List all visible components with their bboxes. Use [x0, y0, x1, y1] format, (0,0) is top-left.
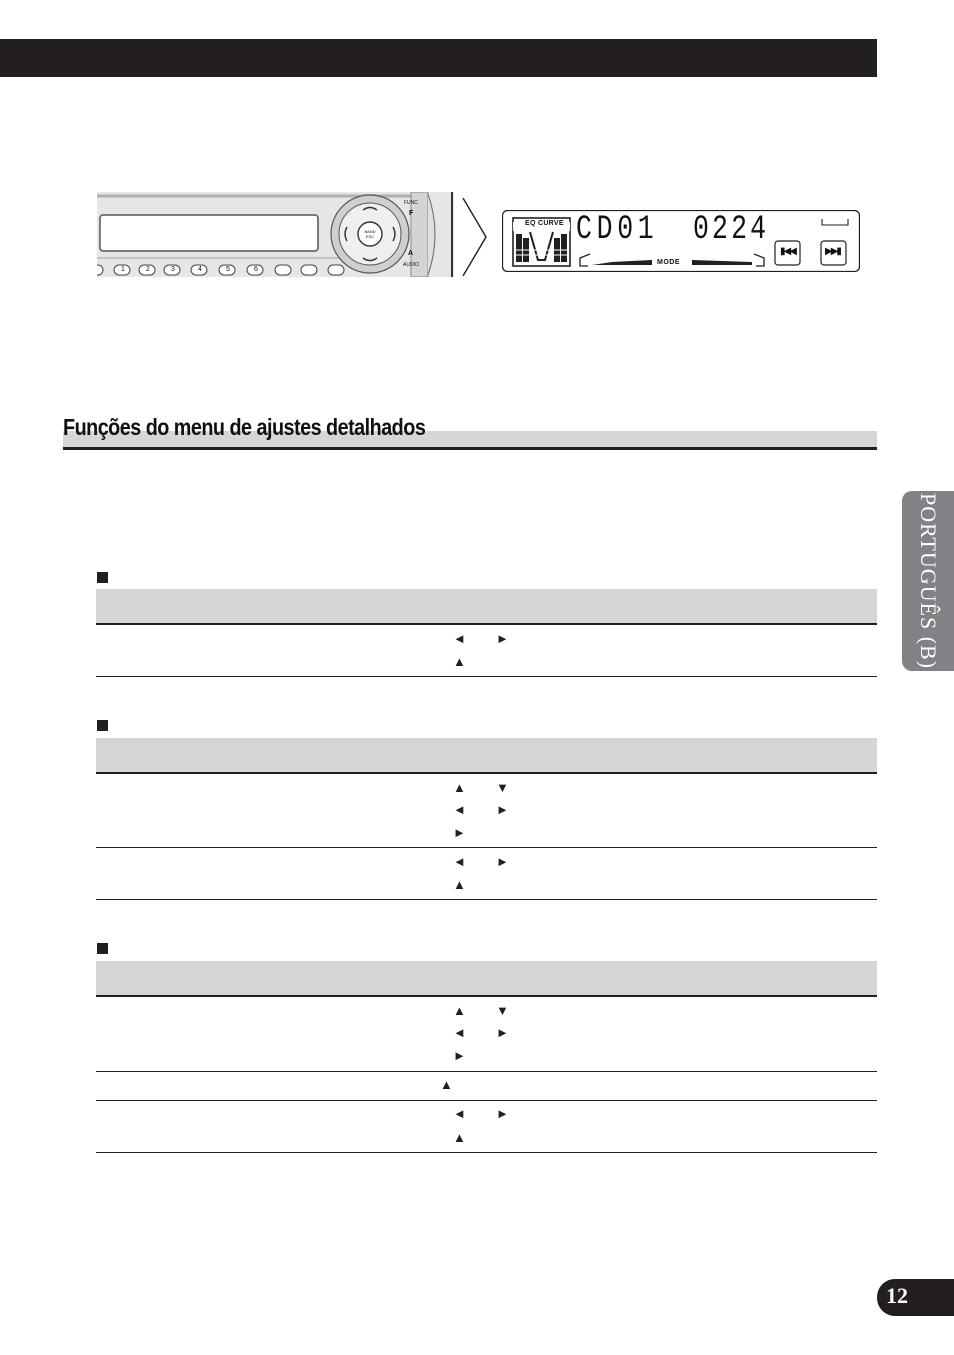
- table-3-row-rule: [96, 1100, 877, 1101]
- table-2-header: [96, 738, 877, 772]
- preset-button-1: 1: [121, 266, 125, 273]
- band-esc-label: BAND ESC: [364, 229, 376, 239]
- audio-label: AUDIO: [403, 262, 419, 268]
- head-unit-illustration: [97, 192, 454, 277]
- arrow-right-icon: ►: [496, 631, 509, 646]
- table-2-row-rule: [96, 847, 877, 848]
- display-time-text: 0224: [693, 211, 770, 249]
- arrow-left-icon: ◄: [453, 1025, 466, 1040]
- next-track-icon: ▶▶▮: [825, 246, 840, 257]
- section-title: Funções do menu de ajustes detalhados: [63, 414, 426, 440]
- arrow-up-icon: ▲: [453, 877, 466, 892]
- display-source-text: CD01: [576, 211, 659, 249]
- preset-button-3: 3: [171, 266, 175, 273]
- table-3-bottom-rule: [96, 1152, 877, 1153]
- table-1-bottom-rule: [96, 676, 877, 677]
- table-1-header: [96, 589, 877, 623]
- arrow-right-icon: ►: [496, 802, 509, 817]
- func-label: FUNC: [404, 200, 418, 206]
- table-1-header-rule: [96, 623, 877, 625]
- language-tab-label: PORTUGUÊS (B): [916, 492, 941, 670]
- arrow-up-icon: ▲: [440, 1077, 453, 1092]
- preset-button-2: 2: [146, 266, 150, 273]
- arrow-right-icon: ►: [453, 825, 466, 840]
- table-2-bottom-rule: [96, 899, 877, 900]
- arrow-right-icon: ►: [496, 1106, 509, 1121]
- arrow-up-icon: ▲: [453, 654, 466, 669]
- arrow-up-icon: ▲: [453, 1003, 466, 1018]
- preset-button-5: 5: [226, 266, 230, 273]
- arrow-right-icon: ►: [496, 1025, 509, 1040]
- arrow-left-icon: ◄: [453, 802, 466, 817]
- table-3-header-rule: [96, 995, 877, 997]
- arrow-down-icon: ▼: [496, 780, 509, 795]
- arrow-right-icon: ►: [496, 854, 509, 869]
- page-number: 12: [886, 1283, 908, 1308]
- table-3-header: [96, 961, 877, 995]
- prev-track-icon: ▮◀◀: [780, 246, 795, 257]
- arrow-left-icon: ◄: [453, 854, 466, 869]
- eq-curve-label: EQ CURVE: [525, 220, 564, 227]
- f-label: F: [409, 210, 414, 217]
- mode-label: MODE: [657, 259, 680, 266]
- arrow-left-icon: ◄: [453, 1106, 466, 1121]
- preset-button-6: 6: [254, 266, 258, 273]
- arrow-up-icon: ▲: [453, 780, 466, 795]
- table-2-bullet: [97, 720, 108, 731]
- table-1-bullet: [97, 572, 108, 583]
- preset-button-row: [114, 266, 354, 277]
- table-3-row-rule: [96, 1071, 877, 1072]
- arrow-right-icon: ►: [453, 1048, 466, 1063]
- chevron-right-icon: [462, 198, 488, 276]
- arrow-left-icon: ◄: [453, 631, 466, 646]
- header-bar: [0, 39, 877, 77]
- a-label: A: [408, 250, 414, 257]
- preset-button-4: 4: [198, 266, 202, 273]
- table-3-bullet: [97, 943, 108, 954]
- section-heading-rule: [63, 447, 877, 450]
- arrow-up-icon: ▲: [453, 1130, 466, 1145]
- table-2-header-rule: [96, 772, 877, 774]
- arrow-down-icon: ▼: [496, 1003, 509, 1018]
